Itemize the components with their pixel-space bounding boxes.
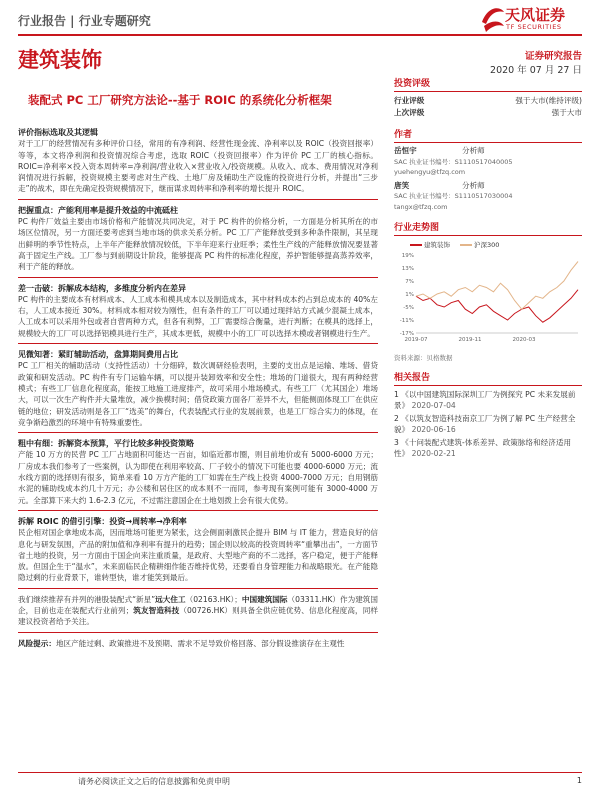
report-subtitle: 装配式 PC 工厂研究方法论--基于 ROIC 的系统化分析框架 <box>28 93 332 107</box>
page-number: 1 <box>576 776 582 785</box>
section-heading: 把握重点：产能利用率是提升效益的中流砥柱 <box>18 205 178 215</box>
report-date: 2020 年 07 月 27 日 <box>490 65 582 76</box>
x-tick-label: 2019-07 <box>404 337 428 343</box>
trend-chart-block <box>394 240 582 362</box>
section-text: 产能 10 万方的民营 PC 工厂占地面积可能达一百亩，如临近都市圈，则目前地价或有 5000-6000 万元；厂房成本我们参考了一些案例，认为即使在利用率较高、厂子较小的情况下可能也要 4000-6000 万元；流水线方面的选择则有很多，简单来看 10 万方产能的工厂如需在生产线上投资 4000-7000 万元；自用钢筋水泥的辅助线成本约几十万元；办公楼和居住区的成本则不一而同，参考现有案例可能有 3000-4000 万元。全部算下来大约 1.6-2.3 亿元，不过需注意国企在土地划拨上会有很大优势。 <box>18 450 378 505</box>
related-report-item <box>394 389 582 411</box>
recommended-stock: 中国建筑国际 <box>241 594 288 604</box>
related-report-title: 3 《十问装配式建筑-体系差异、政策脉络和经济适用性》 <box>394 438 572 458</box>
author-sac: SAC 执业证书编号：S1110517030004 <box>394 192 513 200</box>
section-text: PC 构件厂效益主要由市场价格和产能情况共同决定，对于 PC 构件的价格分析，一方面是分析其所在的市场区位情况，另一方面还要考虑到当地市场的供求关系分析。PC 工厂产能释放受到多种条件限制，其呈现出鲜明的季节性特点，上半年产能释放情况较低，下半年迎来行业旺季；柔性生产线的产能释放情况要显著高于固定生产线。工厂参与到前期设计阶段，能够提高 PC 构件的标准化程度，养护智能够提高蒸养效率，利于产能的释放。 <box>18 217 378 272</box>
recommendation-part: （02163.HK）； <box>185 594 242 604</box>
recommended-stock: 筑友智造科技 <box>133 605 180 615</box>
y-tick-label: 1% <box>405 292 414 298</box>
author-name: 岳恒宇 <box>394 146 417 155</box>
risk-label: 风险提示： <box>18 638 56 648</box>
logo-text-en: TF SECURITIES <box>506 23 562 31</box>
footer-divider <box>18 772 582 773</box>
author-entry <box>394 181 582 213</box>
rating-heading: 投资评级 <box>394 76 582 92</box>
legend-item-index: 沪深300 <box>460 240 499 249</box>
author-list <box>394 146 582 212</box>
rating-row <box>394 95 582 107</box>
author-email: tangx@tfzq.com <box>394 202 448 211</box>
rating-list <box>394 95 582 119</box>
risk-text <box>18 638 378 649</box>
section-divider <box>18 588 378 589</box>
legend-item-sector: 建筑装饰 <box>410 240 450 249</box>
section-text: 对于工厂的经营情况有多种评价口径，常用的有净利润、经营性现金流、净利率以及 ROIC（投资回报率）等等，本文将净利润和投资情况综合考虑，选取 ROIC（投资回报率）作为评价 PC 工厂的核心指标。ROIC=净利率×投入资本周转率=净利润/营业收入×营业收入/投资规模。从收入、成本、费用情况对净利润情况进行拆解，投资规模主要考虑对生产线、土地厂房及辅助生产设施的投资进行分析，并提出“三步走”的战术，即在先确定投资规模情况下，继而谋求周转率和净利率的增长提升 ROIC。 <box>18 139 378 194</box>
author-role: 分析师 <box>462 146 485 155</box>
recommendation-part: （00726.HK）则具备全供应链优势、信息化程度高，同样建议投资者给予关注。 <box>18 605 379 627</box>
series-line-sector <box>416 290 578 323</box>
recommended-stock: 远大住工 <box>155 594 186 604</box>
section-divider <box>18 277 378 278</box>
section-divider <box>18 632 378 633</box>
related-report-date: 2020-06-16 <box>411 425 456 434</box>
header-category: 行业报告 | 行业专题研究 <box>18 14 151 28</box>
page-title: 建筑装饰 <box>18 48 102 72</box>
author-entry <box>394 146 582 178</box>
trend-heading: 行业走势图 <box>394 220 582 236</box>
related-report-item <box>394 413 582 435</box>
related-report-item <box>394 437 582 459</box>
related-report-title: 1 《以中国建筑国际深圳工厂为例探究 PC 未来发展前景》 <box>394 390 576 410</box>
y-tick-label: -17% <box>399 331 414 337</box>
author-heading: 作者 <box>394 127 582 143</box>
footer-disclaimer: 请务必阅读正文之后的信息披露和免责申明 <box>78 777 230 786</box>
logo-mark-icon <box>482 8 504 32</box>
rating-key: 上次评级 <box>394 108 425 117</box>
author-line <box>394 181 582 192</box>
logo-text-cn: 天风证券 <box>505 6 566 24</box>
rating-key: 行业评级 <box>394 96 425 105</box>
recommendation-part: 我们继续推荐有并列的港股装配式“新星” <box>18 594 156 604</box>
author-role: 分析师 <box>462 180 485 190</box>
author-line <box>394 146 582 157</box>
sidebar <box>394 76 582 461</box>
related-report-title: 2 《以筑友智造科技南京工厂为例了解 PC 生产经营全貌》 <box>394 414 576 434</box>
section-heading: 见微知著：紧盯辅助活动，盘算期间费用占比 <box>18 350 178 360</box>
section-divider <box>18 199 378 200</box>
recommendation-text <box>18 594 378 628</box>
header-divider <box>18 34 582 36</box>
section-heading: 差一击破：拆解成本结构，多维度分析内在差异 <box>18 283 186 293</box>
section-text: PC 构件的主要成本有材料成本、人工成本和模具成本以及制造成本，其中材料成本约占到总成本的 40%左右，人工成本接近 30%。材料成本相对较为刚性，但有条件的工厂可以通过现拌站方式减少混凝土成本，人工成本可以采用外包或者自营两种方式，但各有利弊，工厂需要综合衡量，进行判断；在模具的选择上，规模较大的工厂可以选择铝模具进行生产，其成本更低，规模中小的工厂可以选择木模或者钢模进行生产。 <box>18 294 378 338</box>
related-report-date: 2020-02-21 <box>411 449 456 458</box>
section-heading: 拆解 ROIC 的借引引擎：投资→周转率→净利率 <box>18 516 187 526</box>
section-heading: 粗中有细：拆解资本预算，平行比较多种投资策略 <box>18 439 194 449</box>
related-list <box>394 389 582 459</box>
chart-source: 资料来源：贝格数据 <box>394 354 453 362</box>
rating-value: 强于大市(维持评级) <box>515 96 582 105</box>
x-tick-label: 2019-11 <box>458 337 482 343</box>
report-type: 证券研究报告 <box>524 51 582 62</box>
section-divider <box>18 432 378 433</box>
y-tick-label: 19% <box>401 253 414 259</box>
section-divider <box>18 343 378 344</box>
section-text: PC 工厂相关的辅助活动（支持性活动）十分细碎，数次调研经验表明，主要的支出点是运输、堆场、借贷政策和研发活动。PC 构件有专门运输车辆，可以提升装卸效率和安全性；堆场的门道很大，现有两种经营模式；有些工厂信息化程度高，能按工地施工进度排产，故可采用小堆场模式。有些工厂（尤其国企）堆场大，可以一次生产构件并大量堆放，减少换模时间；借贷政策方面各厂差异不大，但能侧面体现工厂在供应链的地位；研发活动则是各工厂“选美”的舞台，代表装配式行业的发展前景，也是工厂综合实力的体现，在竞争渐趋激烈的环境中有特殊重要性。 <box>18 361 378 427</box>
section-text: 民企相对国企拿地成本高，因而堆场可能更为紧张，这会侧面刺激民企提升 BIM 与 IT 能力，营造良好的信息化与研发氛围，产品的附加值和净利率有提升的趋势；国企则以较高的投资周转率“重攀出击”，一方面节省土地的投资，另一方面由于国企向来注重质量，是政府、大型地产商的不二选择，客户稳定，便于产能释放。但国企生于“温水”，未来面临民企精耕细作能否维持优势，还要看自身管理能力和战略眼光。在产能隐隐过剩的行业背景下，谁转型快，谁才能笑到最后。 <box>18 528 378 583</box>
chart-legend <box>410 240 582 249</box>
rating-value: 强于大市 <box>551 108 582 117</box>
related-heading: 相关报告 <box>394 370 582 386</box>
x-tick-label: 2020-03 <box>512 337 536 343</box>
recommendation-part: （03311.HK）作为建筑国企，目前也走在装配式行业前列； <box>18 594 379 615</box>
author-sac: SAC 执业证书编号：S1110517040005 <box>394 157 513 166</box>
author-name: 唐笑 <box>394 180 410 190</box>
y-tick-label: 13% <box>401 266 414 272</box>
trend-chart <box>394 249 582 349</box>
related-report-date: 2020-07-04 <box>411 401 456 410</box>
y-tick-label: -5% <box>403 305 414 311</box>
author-email: yuehengyu@tfzq.com <box>394 168 466 176</box>
section-divider <box>18 510 378 511</box>
series-line-index <box>416 262 578 310</box>
y-tick-label: 7% <box>405 279 414 285</box>
main-body <box>18 122 378 649</box>
rating-row <box>394 107 582 119</box>
risk-body: 地区产能过剩、政策推进不及预期、需求不足导致价格回落、部分假设推演存在主观性 <box>55 638 345 648</box>
y-tick-label: -11% <box>399 318 414 324</box>
section-heading: 评价指标选取及其逻辑 <box>18 128 98 137</box>
